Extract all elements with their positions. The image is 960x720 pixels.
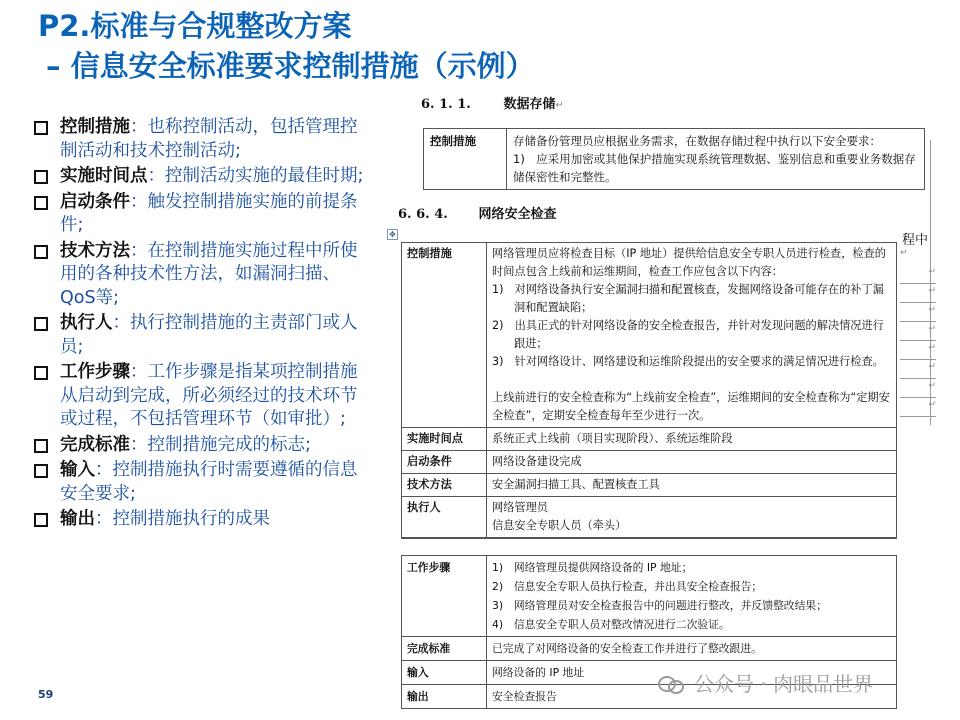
wechat-icon [658,674,684,694]
table-label: 完成标准 [402,637,487,661]
table-cell [507,129,925,190]
page-number: 59 [38,688,54,701]
network-check-table [401,242,897,539]
table-cell: 网络设备建设完成 [487,451,897,474]
bullet-desc: ：在控制措施实施过程中所使用的各种技术性方法，如漏洞扫描、QoS等; [60,240,358,308]
section-heading-data-storage [421,93,564,112]
bullet-item [34,361,374,432]
bullet-desc: ：工作步骤是指某项控制措施从启动到完成，所必须经过的技术环节或过程，不包括管理环节（如审批）; [60,362,358,429]
checkbox-bullet-icon [34,170,48,184]
bullet-item [34,459,374,506]
section-title: 网络安全检查 [478,207,557,222]
bullet-term: 启动条件 [60,191,130,212]
bullet-desc: ：控制活动实施的最佳时期; [147,166,364,186]
table-cell: 系统正式上线前（项目实现阶段）、系统运维阶段 [487,428,897,451]
list-item: 3) 针对网络设计、网络建设和运维阶段提出的安全要求的满足情况进行检查。 [492,355,884,368]
blank-line [492,371,891,389]
table-cell [487,497,897,539]
slide-title-line2: – 信息安全标准要求控制措施（示例） [46,49,535,83]
list-item: 1) 对网络设备执行安全漏洞扫描和配置核查，发掘网络设备可能存在的补丁漏洞和配置缺陷； [492,283,884,314]
cell-line: 1) 应采用加密或其他保护措施实现系统管理数据、鉴别信息和重要业务数据存储保密性和完整性。 [513,152,916,184]
table-label: 技术方法 [402,474,487,497]
bullet-term: 技术方法 [60,240,130,261]
checkbox-bullet-icon [34,366,48,380]
slide-title-line1: P2.标准与合规整改方案 [38,9,352,43]
table-label: 工作步骤 [402,556,487,637]
list-item: 2) 信息安全专职人员执行检查，并出具安全检查报告； [492,580,763,593]
table-label: 启动条件 [402,451,487,474]
table-label: 执行人 [402,497,487,539]
checkbox-bullet-icon [34,439,48,453]
bullet-term: 完成标准 [60,434,130,455]
cell-line: 信息安全专职人员（牵头） [492,519,627,532]
table-cell: 安全检查报告 [487,685,897,709]
section-number: 6. 6. 4. [398,207,448,222]
bullet-term: 输入 [60,460,95,480]
list-item: 2) 出具正式的针对网络设备的安全检查报告，并针对发现问题的解决情况进行跟进； [492,319,884,350]
table-label: 控制措施 [424,129,507,190]
bullet-item [34,165,374,189]
bullet-item [34,434,374,458]
bullet-term: 工作步骤 [60,362,130,382]
bullet-desc: ：触发控制措施实施的前提条件; [60,191,358,235]
table-label: 实施时间点 [402,428,487,451]
bullet-item [34,240,374,311]
bullet-item [34,191,374,238]
table-cell: 安全漏洞扫描工具、配置核查工具 [487,474,897,497]
checkbox-bullet-icon [34,464,48,478]
table-label: 控制措施 [402,243,487,428]
bullet-item [34,312,374,359]
watermark-text: 公众号 · 肉眼品世界 [694,672,874,696]
table-label: 输出 [402,685,487,709]
checkbox-bullet-icon [34,121,48,135]
table-move-handle-icon[interactable]: ✥ [387,229,398,240]
bullet-desc: ：控制措施完成的标志; [130,434,311,455]
bullet-desc: ：执行控制措施的主责部门或人员; [60,313,358,357]
bullet-desc: ：控制措施执行的成果 [95,509,270,529]
bullet-term: 执行人 [60,313,113,333]
slide-title [38,6,535,86]
bullet-term: 输出 [60,509,95,529]
cell-line: 网络管理员应将检查目标（IP 地址）提供给信息安全专职人员进行检查，检查的时间点包含上线前和运维期间，检查工作应包含以下内容： [492,247,886,278]
checkbox-bullet-icon [34,245,48,259]
checkbox-bullet-icon [34,317,48,331]
table-cell: 已完成了对网络设备的安全检查工作并进行了整改跟进。 [487,637,897,661]
return-mark-icon: ↵ [555,100,564,111]
watermark [658,668,873,697]
paragraph-marks [900,265,936,417]
bullet-item [34,508,374,532]
bullet-term: 实施时间点 [60,166,148,186]
cell-line: 存储备份管理员应根据业务需求，在数据存储过程中执行以下安全要求： [513,134,881,148]
bullet-desc: ：也称控制活动，包括管理控制活动和技术控制活动; [60,117,358,161]
list-item: 4) 信息安全专职人员对整改情况进行二次验证。 [492,618,730,631]
table-cell [487,243,897,428]
return-mark-icon: ↵ [900,248,908,258]
table-label: 输入 [402,661,487,685]
checkbox-bullet-icon [34,196,48,210]
data-storage-table [423,128,925,190]
section-title: 数据存储 [503,97,556,112]
checkbox-bullet-icon [34,513,48,527]
table-cell: 网络设备的 IP 地址 [487,661,897,685]
cell-line: 上线前进行的安全检查称为“上线前安全检查”，运维期间的安全检查称为“定期安全检查”，定期安全检查每年至少进行一次。 [492,391,890,422]
table-cell [487,556,897,637]
cell-line: 网络管理员 [492,501,548,514]
definition-list [34,116,374,534]
section-number: 6. 1. 1. [421,97,471,112]
bullet-desc: ：控制措施执行时需要遵循的信息安全要求; [60,460,358,504]
list-item: 3) 网络管理员对安全检查报告中的问题进行整改，并反馈整改结果； [492,599,827,612]
section-heading-network-check [398,203,557,222]
list-item: 1) 网络管理员提供网络设备的 IP 地址； [492,561,693,574]
background-text-peek: 程中 [902,233,929,248]
bullet-term: 控制措施 [60,117,130,137]
bullet-item [34,116,374,163]
